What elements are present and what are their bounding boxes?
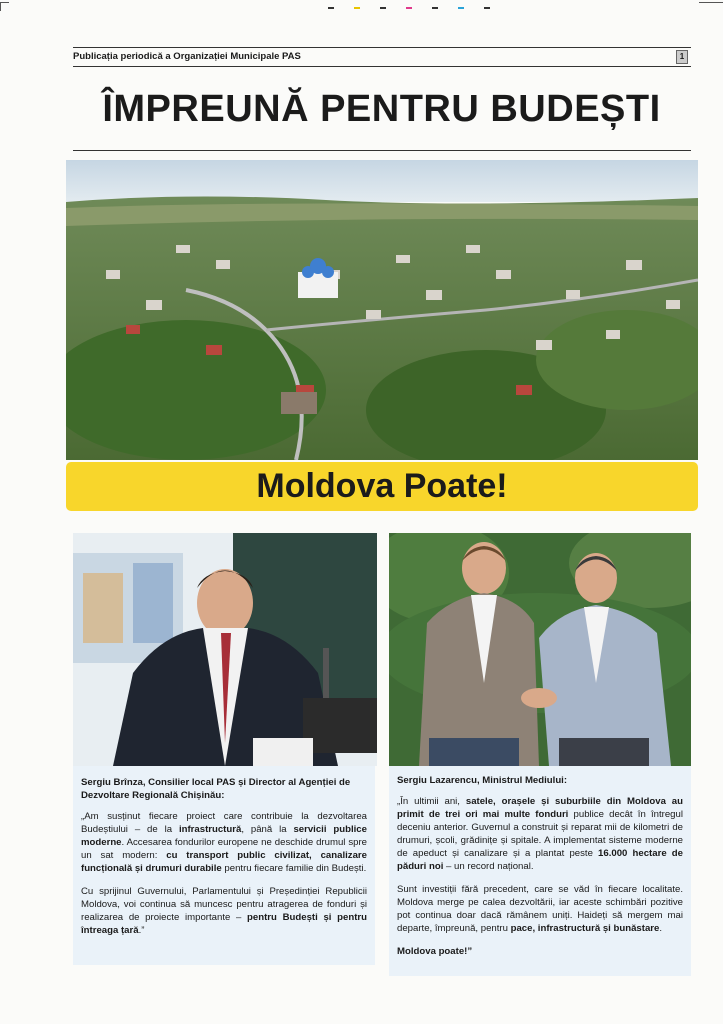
page-title: ÎMPREUNĂ PENTRU BUDEȘTI bbox=[102, 88, 661, 130]
publication-header bbox=[73, 47, 691, 67]
crop-mark-left bbox=[0, 2, 9, 11]
title-divider bbox=[73, 150, 691, 151]
quote-card-brinza bbox=[73, 766, 375, 965]
publication-label: Publicația periodică a Organizației Municipale PAS bbox=[73, 51, 301, 62]
handshake-photo bbox=[389, 533, 691, 766]
quote-paragraph: Cu sprijinul Guvernului, Parlamentului și Președinției Republicii Moldova, voi continua să muncesc pentru atragerea de fonduri și realizarea de proiecte importante – pentru Budești și pentru întreaga țară.” bbox=[81, 886, 367, 936]
speaker-name: Sergiu Brînza, Consilier local PAS și Director al Agenției de Dezvoltare Regională Chișinău: bbox=[81, 777, 351, 801]
crop-mark-right bbox=[699, 2, 723, 11]
slogan-banner: Moldova Poate! bbox=[66, 462, 698, 511]
quote-paragraph: Sunt investiții fără precedent, care se văd în fiecare localitate. Moldova merge pe calea dezvoltării, iar aceste schimbări pozitive pot continua doar dacă rămânem uniți. Haideți să mergem mai departe, împreună, pentru pace, infrastructură și bunăstare. bbox=[397, 884, 683, 934]
page-number: 1 bbox=[676, 50, 688, 64]
speaker-podium-photo bbox=[73, 533, 377, 766]
quote-card-lazarencu bbox=[389, 766, 691, 976]
quote-closing: Moldova poate!” bbox=[397, 946, 473, 957]
quote-paragraph: „În ultimii ani, satele, orașele și suburbiile din Moldova au primit de trei ori mai multe fonduri publice decât în întregul deceniu anterior. Guvernul a construit și reparat mii de kilometri de drumuri, școli, grădinițe și spitale. A implementat sisteme moderne de apeduct și canalizare și a plantat peste 16.000 hectare de păduri noi – un record național. bbox=[397, 796, 683, 872]
village-aerial-photo bbox=[66, 160, 698, 460]
quote-paragraph: „Am susținut fiecare proiect care contribuie la dezvoltarea Budeștiului – de la infrastructură, până la servicii publice moderne. Accesarea fondurilor europene ne deschide drumul spre un sat modern: cu transport public civilizat, canalizare funcțională și drumuri durabile pentru fiecare familie din Budești. bbox=[81, 811, 367, 874]
print-color-marks bbox=[328, 7, 490, 9]
speaker-name: Sergiu Lazarencu, Ministrul Mediului: bbox=[397, 775, 568, 786]
